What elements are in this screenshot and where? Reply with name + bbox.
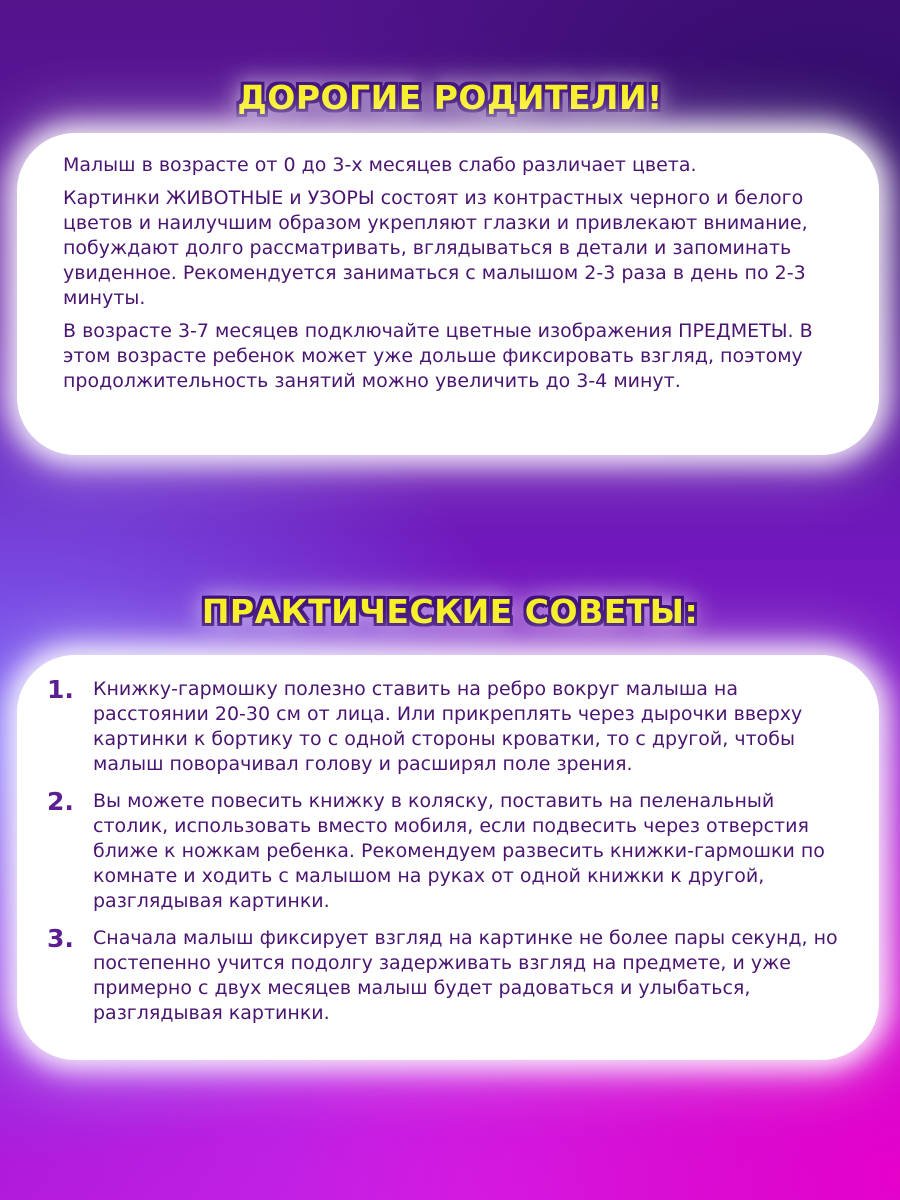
intro-card	[17, 133, 879, 455]
tips-list	[47, 677, 849, 1026]
section-title-dear-parents: ДОРОГИЕ РОДИТЕЛИ!	[237, 78, 663, 117]
tip-text: Книжку-гармошку полезно ставить на ребро вокруг малыша на расстоянии 20-30 см от лица. Или прикреплять через дырочки вверху картинки к бортику то с одной стороны кроватки, то с другой, чтобы малыш поворачивал голову и расширял поле зрения.	[93, 678, 803, 775]
section-title-practical-tips: ПРАКТИЧЕСКИЕ СОВЕТЫ:	[201, 592, 699, 631]
tip-text: Сначала малыш фиксирует взгляд на картинке не более пары секунд, но постепенно учится подолгу задерживать взгляд на предмете, и уже примерно с двух месяцев малыш будет радоваться и улыбаться, разглядывая картинки.	[93, 927, 838, 1024]
intro-paragraph: Картинки ЖИВОТНЫЕ и УЗОРЫ состоят из контрастных черного и белого цветов и наилучшим образом укрепляют глазки и привлекают внимание, побуждают долго рассматривать, вглядываться в детали и запоминать увиденное. Рекомендуется заниматься с малышом 2-3 раза в день по 2-3 минуты.	[63, 187, 808, 309]
tip-item	[47, 789, 849, 914]
tip-text: Вы можете повесить книжку в коляску, поставить на пеленальный столик, использовать вместо мобиля, если подвесить через отверстия ближе к ножкам ребенка. Рекомендуем развесить книжки-гармошки по комнате и ходить с малышом на руках от одной книжки к другой, разглядывая картинки.	[93, 790, 825, 912]
tips-card	[17, 655, 879, 1060]
intro-paragraph: В возрасте 3-7 месяцев подключайте цветные изображения ПРЕДМЕТЫ. В этом возрасте ребенок может уже дольше фиксировать взгляд, поэтому продолжительность занятий можно увеличить до 3-4 минут.	[63, 320, 813, 392]
tip-number: 1.	[47, 675, 74, 704]
tip-number: 2.	[47, 787, 74, 816]
tip-item	[47, 926, 849, 1026]
intro-paragraph: Малыш в возрасте от 0 до 3-х месяцев слабо различает цвета.	[63, 154, 697, 176]
tip-item	[47, 677, 849, 777]
tip-number: 3.	[47, 924, 74, 953]
